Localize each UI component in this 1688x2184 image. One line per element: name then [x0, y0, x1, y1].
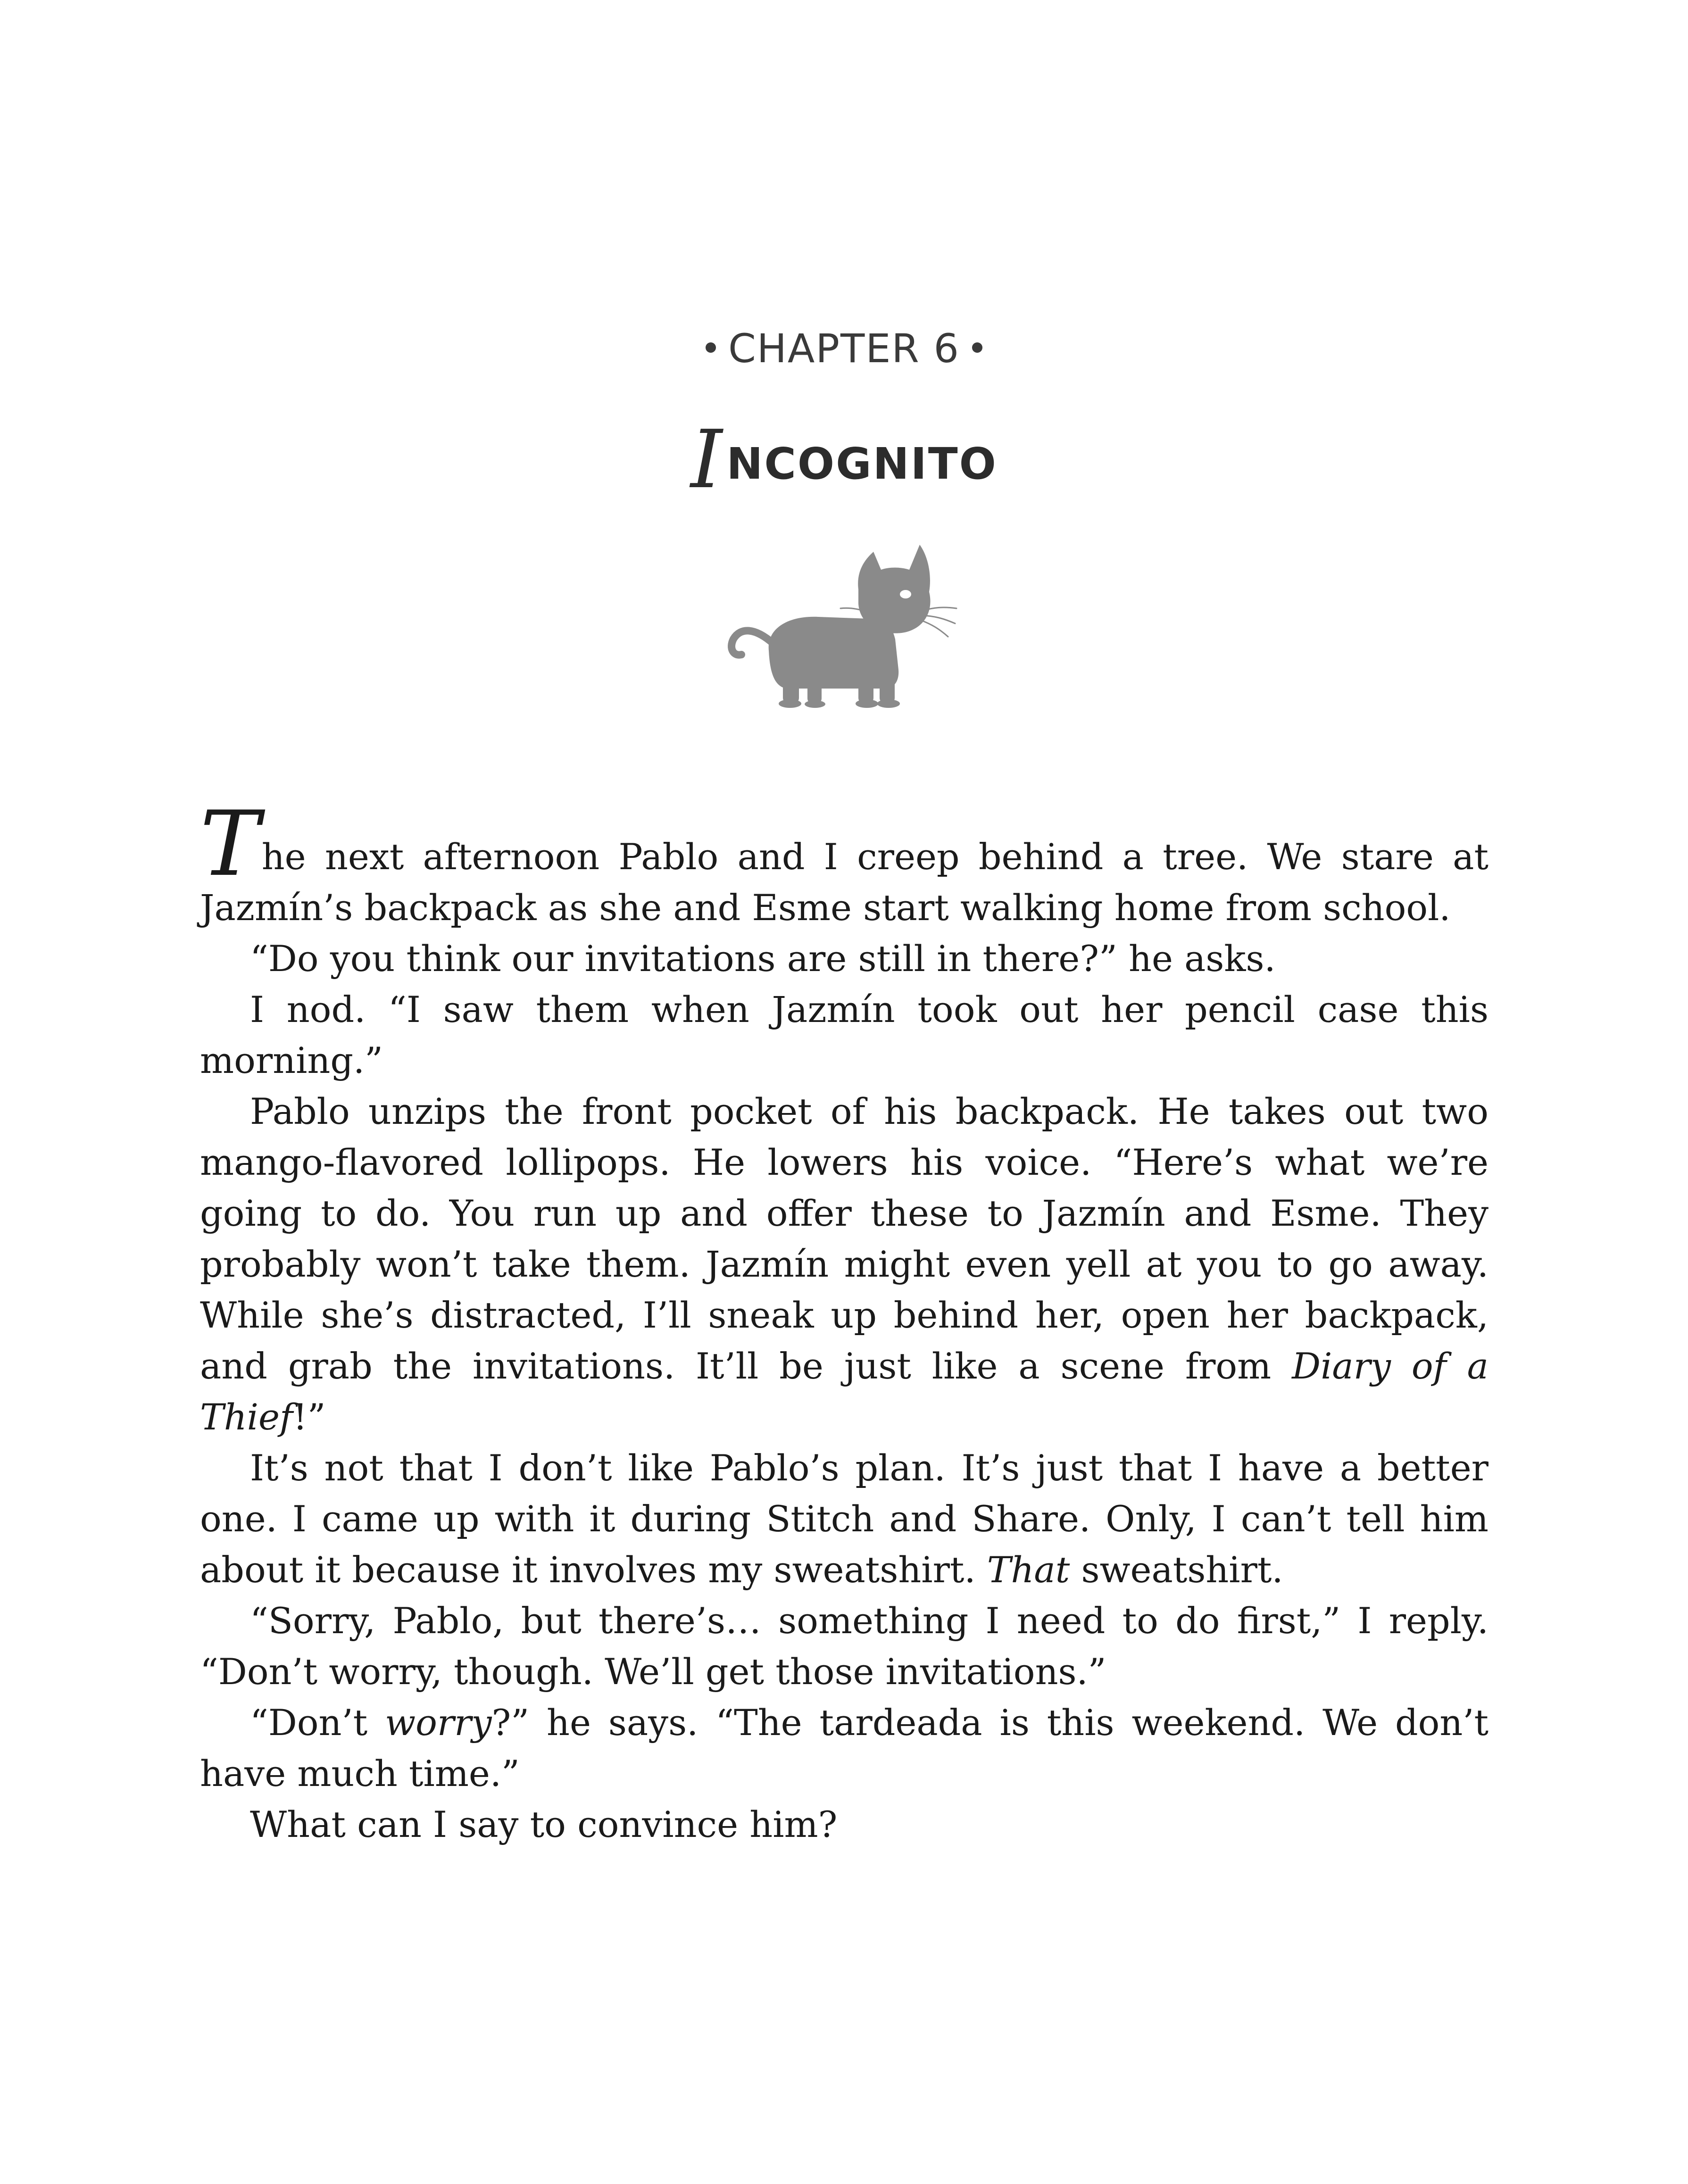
paragraph-7-end: ?” he says. “The tardeada is this weekend. We don’t have much time.”	[200, 1702, 1488, 1794]
paragraph-5-end: sweatshirt.	[1070, 1549, 1283, 1591]
paragraph-5	[200, 1443, 1488, 1595]
paragraph-4-text: Pablo unzips the front pocket of his backpack. He takes out two mango-flavored lollipops. He lowers his voice. “Here’s what we’re going to do. You run up and offer these to Jazmín and Esme. They probably won’t take them. Jazmín might even yell at you to go away. While she’s distracted, I’ll sneak up behind her, open her backpack, and grab the invitations. It’ll be just like a scene from	[200, 1090, 1488, 1387]
chapter-title-initial: I	[690, 413, 724, 507]
paragraph-1	[200, 792, 1488, 933]
paragraph-7	[200, 1697, 1488, 1799]
cat-icon	[707, 533, 972, 712]
chapter-title-rest: NCOGNITO	[726, 439, 998, 489]
drop-cap: T	[200, 792, 260, 896]
chapter-label	[0, 325, 1688, 372]
paragraph-7-text: “Don’t	[250, 1702, 385, 1744]
chapter-number: CHAPTER 6	[728, 325, 960, 372]
bullet-dot-left	[706, 342, 716, 353]
story-text	[200, 792, 1488, 1850]
paragraph-4-end: !”	[293, 1396, 326, 1438]
paragraph-4	[200, 1086, 1488, 1443]
paragraph-6: “Sorry, Pablo, but there’s… something I need to do first,” I reply. “Don’t worry, though. We’ll get those invitations.”	[200, 1600, 1488, 1693]
bullet-dot-right	[972, 342, 982, 353]
paragraph-1-text: he next afternoon Pablo and I creep behind a tree. We stare at Jazmín’s backpack as she and Esme start walking home from school.	[200, 836, 1488, 929]
paragraph-2: “Do you think our invitations are still in there?” he asks.	[250, 938, 1276, 980]
paragraph-3: I nod. “I saw them when Jazmín took out her pencil case this morning.”	[200, 988, 1488, 1081]
paragraph-8: What can I say to convince him?	[250, 1803, 838, 1845]
paragraph-5-text: It’s not that I don’t like Pablo’s plan. It’s just that I have a better one. I came up with it during Stitch and Share. Only, I can’t tell him about it because it involves my sweatshirt.	[200, 1447, 1488, 1591]
book-title: Diary of a Thief	[200, 1345, 1488, 1438]
chapter-title	[0, 413, 1688, 507]
emphasis-worry: worry	[385, 1702, 492, 1744]
emphasis-that: That	[987, 1549, 1070, 1591]
